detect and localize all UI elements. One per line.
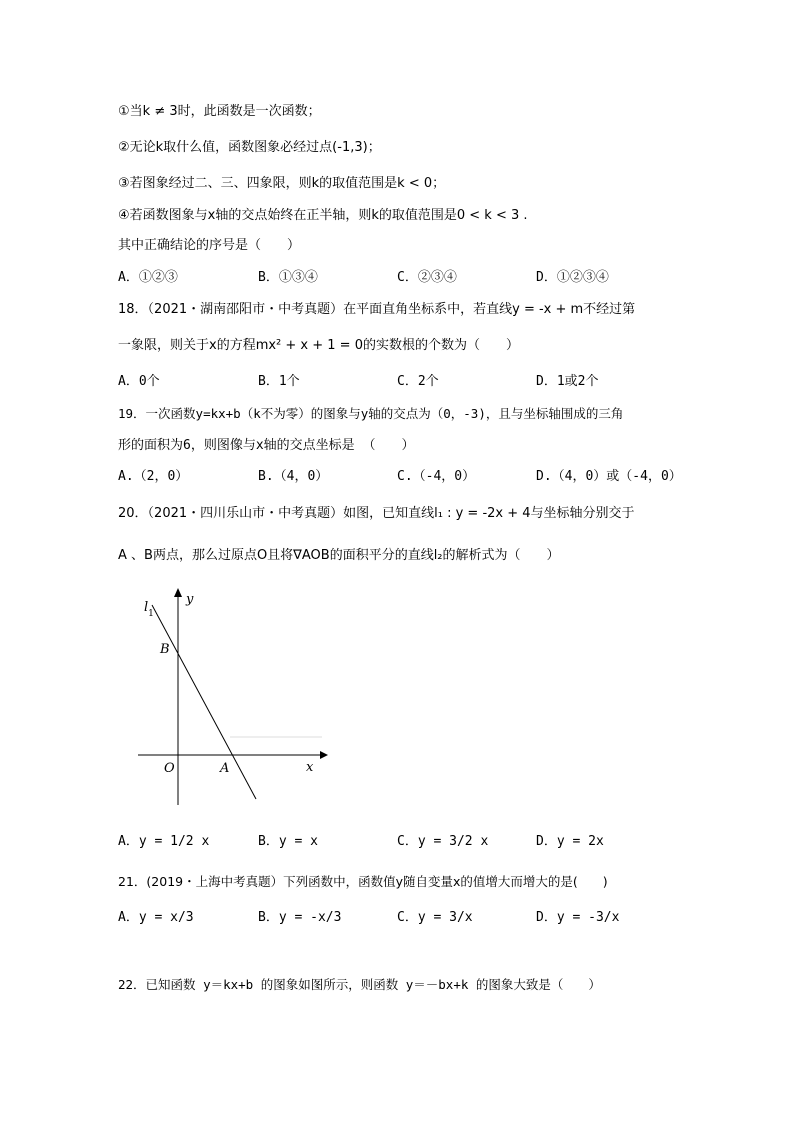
q17-option-a: A．①②③	[118, 270, 178, 285]
x-axis-arrow	[320, 751, 328, 759]
q19-line-2	[118, 436, 414, 456]
q19-option-d: D.（4，0）或（-4，0）	[536, 469, 682, 484]
q18-option-b: B．1个	[258, 374, 300, 389]
q19-option-c: C.（-4，0）	[397, 469, 476, 484]
statement-2	[118, 138, 381, 158]
q19-option-b: B.（4，0）	[258, 469, 329, 484]
q21-option-d: D．y = -3/x	[536, 910, 620, 925]
q18-option-d: D．1或2个	[536, 374, 599, 389]
q20-option-d: D．y = 2x	[536, 834, 604, 849]
q18-line-2	[118, 336, 519, 356]
q19-line-1	[118, 404, 623, 424]
statement-1-text: ①当k ≠ 3时，此函数是一次函数；	[118, 104, 321, 119]
q17-option-b: B．①③④	[258, 270, 318, 285]
q20-option-a: A．y = 1/2 x	[118, 834, 210, 849]
q22-line-1-text: 22．已知函数 y＝kx+b 的图象如图所示，则函数 y＝－bx+k 的图象大致是（ ）	[118, 977, 601, 992]
q18-line-2-text: 一象限，则关于x的方程mx² + x + 1 = 0的实数根的个数为（ ）	[118, 338, 519, 353]
q20-line-2-text: A 、B两点，那么过原点O且将∇AOB的面积平分的直线l₂的解析式为（ ）	[118, 548, 560, 563]
label-A: A	[220, 761, 230, 776]
q19-line-2-text: 形的面积为6，则图像与x轴的交点坐标是 （ ）	[118, 438, 415, 453]
q18-line-1	[118, 300, 635, 320]
statement-4	[118, 206, 528, 226]
q20-line-2	[118, 546, 560, 566]
q21-line-1	[118, 872, 608, 892]
label-y: y	[186, 592, 194, 607]
q21-option-a: A．y = x/3	[118, 910, 194, 925]
q17-option-d: D．①②③④	[536, 270, 609, 285]
q22-line-1	[118, 975, 601, 995]
q18-option-a: A．0个	[118, 374, 160, 389]
y-axis-arrow	[174, 588, 182, 597]
q21-option-b: B．y = -x/3	[258, 910, 342, 925]
statement-3	[118, 174, 445, 194]
q19-line-1-text: 19．一次函数y=kx+b（k不为零）的图象与y轴的交点为（0，-3)，且与坐标轴围成的三角	[118, 406, 624, 421]
label-l1: $l_1$	[144, 600, 154, 619]
label-O: O	[164, 761, 175, 776]
q20-figure	[130, 585, 330, 805]
statement-1	[118, 102, 321, 122]
q17-option-c: C．②③④	[397, 270, 457, 285]
q21-line-1-text: 21．(2019・上海中考真题）下列函数中，函数值y随自变量x的值增大而增大的是( )	[118, 874, 608, 889]
q21-option-c: C．y = 3/x	[397, 910, 473, 925]
q19-option-a: A.（2，0）	[118, 469, 189, 484]
q20-line-1	[118, 504, 635, 524]
statement-3-text: ③若图象经过二、三、四象限，则k的取值范围是k < 0；	[118, 176, 446, 191]
statement-4-text: ④若函数图象与x轴的交点始终在正半轴，则k的取值范围是0 < k < 3 .	[118, 208, 528, 223]
q18-option-c: C．2个	[397, 374, 439, 389]
label-B: B	[160, 642, 170, 657]
label-x: x	[306, 760, 314, 775]
q17-prompt	[118, 236, 300, 256]
q20-option-c: C．y = 3/2 x	[397, 834, 489, 849]
q20-option-b: B．y = x	[258, 834, 318, 849]
q20-line-1-text: 20．（2021・四川乐山市・中考真题）如图，已知直线l₁ : y = -2x + 4与坐标轴分别交于	[118, 506, 635, 521]
q18-line-1-text: 18．（2021・湖南邵阳市・中考真题）在平面直角坐标系中，若直线y = -x + m不经过第	[118, 302, 636, 317]
q17-prompt-text: 其中正确结论的序号是（ ）	[118, 238, 301, 253]
statement-2-text: ②无论k取什么值，函数图象必经过点(-1,3)；	[118, 140, 381, 155]
